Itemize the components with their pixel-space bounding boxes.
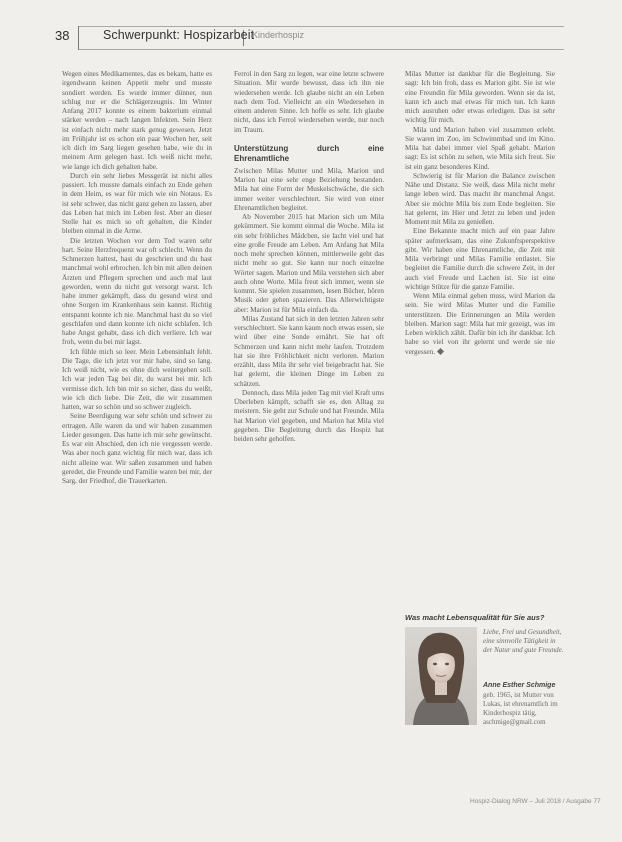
paragraph: Wegen eines Medikamentes, das es bekam, hatte es irgendwann keinen Appetit mehr und musste sondiert werden. Es wurde immer dünner, nun schlug nur er die Schlägerzeugnis. Im Winter Anfang 2017 konnte es einem bakterium einmal stärker werden – nach langen Infekten. Sein Herz ist einfach nicht mehr stark genug gewesen. Jetzt im Frühjahr ist es schon ein paar Wochen her, seit ich dich im Sarg liegen gesehen habe, wie du in meinem Arm gelegen hast. Ich weiß nicht mehr, wie lange ich dich gehalten habe. [62,70,212,171]
paragraph: Zwischen Milas Mutter und Mila, Marion und Marion hat eine sehr enge Beziehung bestanden. Mila hat eine Form der Muskelschwäche, die sich immer weiter verschlechtert. Sie wird von einer Ehrenamtlichen begleitet. [234,166,384,212]
paragraph: Schwierig ist für Marion die Balance zwischen Nähe und Distanz. Sie weiß, dass Mila nicht mehr lange leben wird. Das macht ihr manchmal Angst. Aber sie möchte Mila bis zum Ende begleiten. Sie hat gelernt, im Hier und Jetzt zu leben und jeden Moment mit Mila zu genießen. [405,171,555,226]
paragraph: Durch ein sehr liebes Messgerät ist nicht alles passiert. Ich musste damals einfach zu Ende gehen in dem Heim, es war für mich wie ein Notaus. Es ist sehr schwer, das nicht ganz gehen zu lassen, aber das Leben hat mich im Leben fest. Aber an dieser Stelle hat es mich so oft gehalten, die Kinder bleiben einmal in die Arme. [62,171,212,236]
info-author [483,681,565,727]
page-number: 38 [55,28,70,43]
section-subtitle: Kinderhospiz [252,30,305,40]
paragraph: Eine Bekannte macht mich auf ein paar Jahre später aufmerksam, das eine Zukunftsperspektive gibt. Wir haben eine Ehrenamtliche, die Zeit mit Mila verbringt und Milas Familie entlastet. Sie begleitet die Familie durch die schwere Zeit, in der auch viel Freude und Lachen ist. Sie ist eine wichtige Stütze für die ganze Familie. [405,227,555,291]
info-quote: Liebe, Frei und Gesundheit, eine sinnvolle Tätigkeit in der Natur und gute Freunde. [483,628,564,654]
info-heading-wrap [405,613,569,622]
author-bio: geb. 1965, ist Mutter von Lukas, ist ehrenamtlich im Kinderhospiz tätig, aschmige@gmail.com [483,690,558,726]
page-footer: Hospiz-Dialog NRW – Juli 2018 / Ausgabe 77 [470,798,601,805]
paragraph: Die letzten Wochen vor dem Tod waren sehr hart. Seine Herzfrequenz war oft schlecht. Wenn du Schmerzen hattest, hast du geschrien und du hast manchmal wohl erbrochen. Ich bin mit allen deinen Ärzten und Pflegern sprechen und auch mal laut geworden, wenn du nicht gut versorgt warst. Ich habe immer gekämpft, dass du gesund wirst und ohne Sorgen im Krankenhaus sein kannst. Richtig entspannt konnte ich nie. Manchmal hast du so viel geschlafen und dann konnte ich nicht schlafen. Ich habe Angst gehabt, dass ich dich verliere. Ich war froh, wenn du bei mir lagst. [62,236,212,347]
paragraph-last [405,292,555,357]
author-portrait [405,627,477,725]
info-box [405,613,565,798]
header-divider [78,26,79,50]
paragraph: Milas Mutter ist dankbar für die Begleitung. Sie sagt: Ich bin froh, dass es Marion gibt. Sie ist wie eine Freundin für Mila geworden. Wenn sie da ist, kann ich auch mal etwas für mich tun. Ich kann mich ausruhen oder etwas erledigen. Das ist sehr wichtig für mich. [405,70,555,125]
paragraph: Ich fühle mich so leer. Mein Lebensinhalt fehlt. Die Tage, die ich jetzt vor mir habe, sind so lang. Ich weiß nicht, wie es ohne dich weitergehen soll. Ich war jeden Tag bei dir, du warst bei mir. Ich vermisse dich. Ich bin mir so sicher, dass du weißt, wie ich dich liebe. Die Zeit, die wir zusammen hatten, war so schön und so schwer zugleich. [62,347,212,411]
text-column-middle [234,70,384,444]
paragraph: Mila und Marion haben viel zusammen erlebt. Sie waren im Zoo, im Schwimmbad und im Kino. Mila hat dabei immer viel Spaß gehabt. Marion sagt: Es ist schön zu sehen, wie Mila sich freut. Sie ist ein ganz besonderes Kind. [405,125,555,171]
end-mark-icon [437,347,444,354]
paragraph: Wenn Mila einmal gehen muss, wird Marion da sein. Sie wird Milas Mutter und die Familie unterstützen. Die Erinnerungen an Mila werden bleiben. Marion sagt: Mila hat mir gezeigt, was im Leben wirklich zählt. Dafür bin ich ihr dankbar. Ich habe so viel von ihr gelernt und werde sie nie vergessen. [405,292,555,356]
portrait-photo [405,627,477,725]
paragraph: Milas Zustand hat sich in den letzten Jahren sehr verschlechtert. Sie kann kaum noch etwas essen, sie wird über eine Sonde ernährt. Sie hat oft Schmerzen und kann nicht mehr laufen. Trotzdem hat sie ihre Fröhlichkeit nicht verloren. Marion erzählt, dass Mila ihr sehr viel beigebracht hat. Sie hat gelernt, die kleinen Dinge im Leben zu schätzen. [234,314,384,388]
text-column-right [405,70,555,357]
section-title: Schwerpunkt: Hospizarbeit [103,28,255,42]
paragraph: Ferrol in den Sarg zu legen, war eine letzte schwere Situation. Mir wurde bewusst, dass ich ihn nie wiedersehen werde. Ich glaube nicht an ein Leben nach dem Tod. Vielleicht an ein Wiedersehen in einem anderen Sinne. Ich hoffe es sehr. Ich glaube nicht, dass ich Ferrol wiedersehen werde, nur noch im Traum. [234,70,384,134]
author-name: Anne Esther Schmige [483,682,556,689]
text-column-left [62,70,212,486]
paragraph: Seine Beerdigung war sehr schön und schwer zu ertragen. Alle waren da und wir haben zusammen Lieder gesungen. Das hatte ich mir sehr gewünscht. Es war ein Abschied, den ich nie vergessen werde. Was aber noch ganz wichtig für mich war, dass ich nicht alleine war. Wir saßen zusammen und haben geredet, die Freunde und Familie waren bei mir, der Sarg, der Friedhof, die Trauerkarten. [62,412,212,485]
paragraph: Dennoch, dass Mila jeden Tag mit viel Kraft ums Überleben kämpft, schafft sie es, den Alltag zu meistern. Sie geht zur Schule und hat Freunde. Mila hat Marion viel gegeben, und Marion hat Mila viel gegeben. Die Begleitung durch das Hospiz hat beiden sehr geholfen. [234,388,384,443]
page-header [0,18,622,58]
paragraph: Ab November 2015 hat Marion sich um Mila gekümmert. Sie kommt einmal die Woche. Mila ist ein sehr fröhliches Mädchen, sie lacht viel und hat eine große Freude am Leben. Am Anfang hat Mila noch mehr sprechen können, mittlerweile geht das nicht mehr so gut. Sie kann nur noch einzelne Wörter sagen. Marion und Mila verstehen sich aber auch ohne Worte. Mila freut sich immer, wenn sie kommt. Sie spielen zusammen, lesen Bücher, hören Musik oder gehen spazieren. Das Allerwichtigste aber: Marion ist für Mila einfach da. [234,213,384,314]
subheading: Unterstützung durch eine Ehrenamtliche [234,143,384,163]
info-heading: Was macht Lebensqualität für Sie aus? [405,613,548,622]
